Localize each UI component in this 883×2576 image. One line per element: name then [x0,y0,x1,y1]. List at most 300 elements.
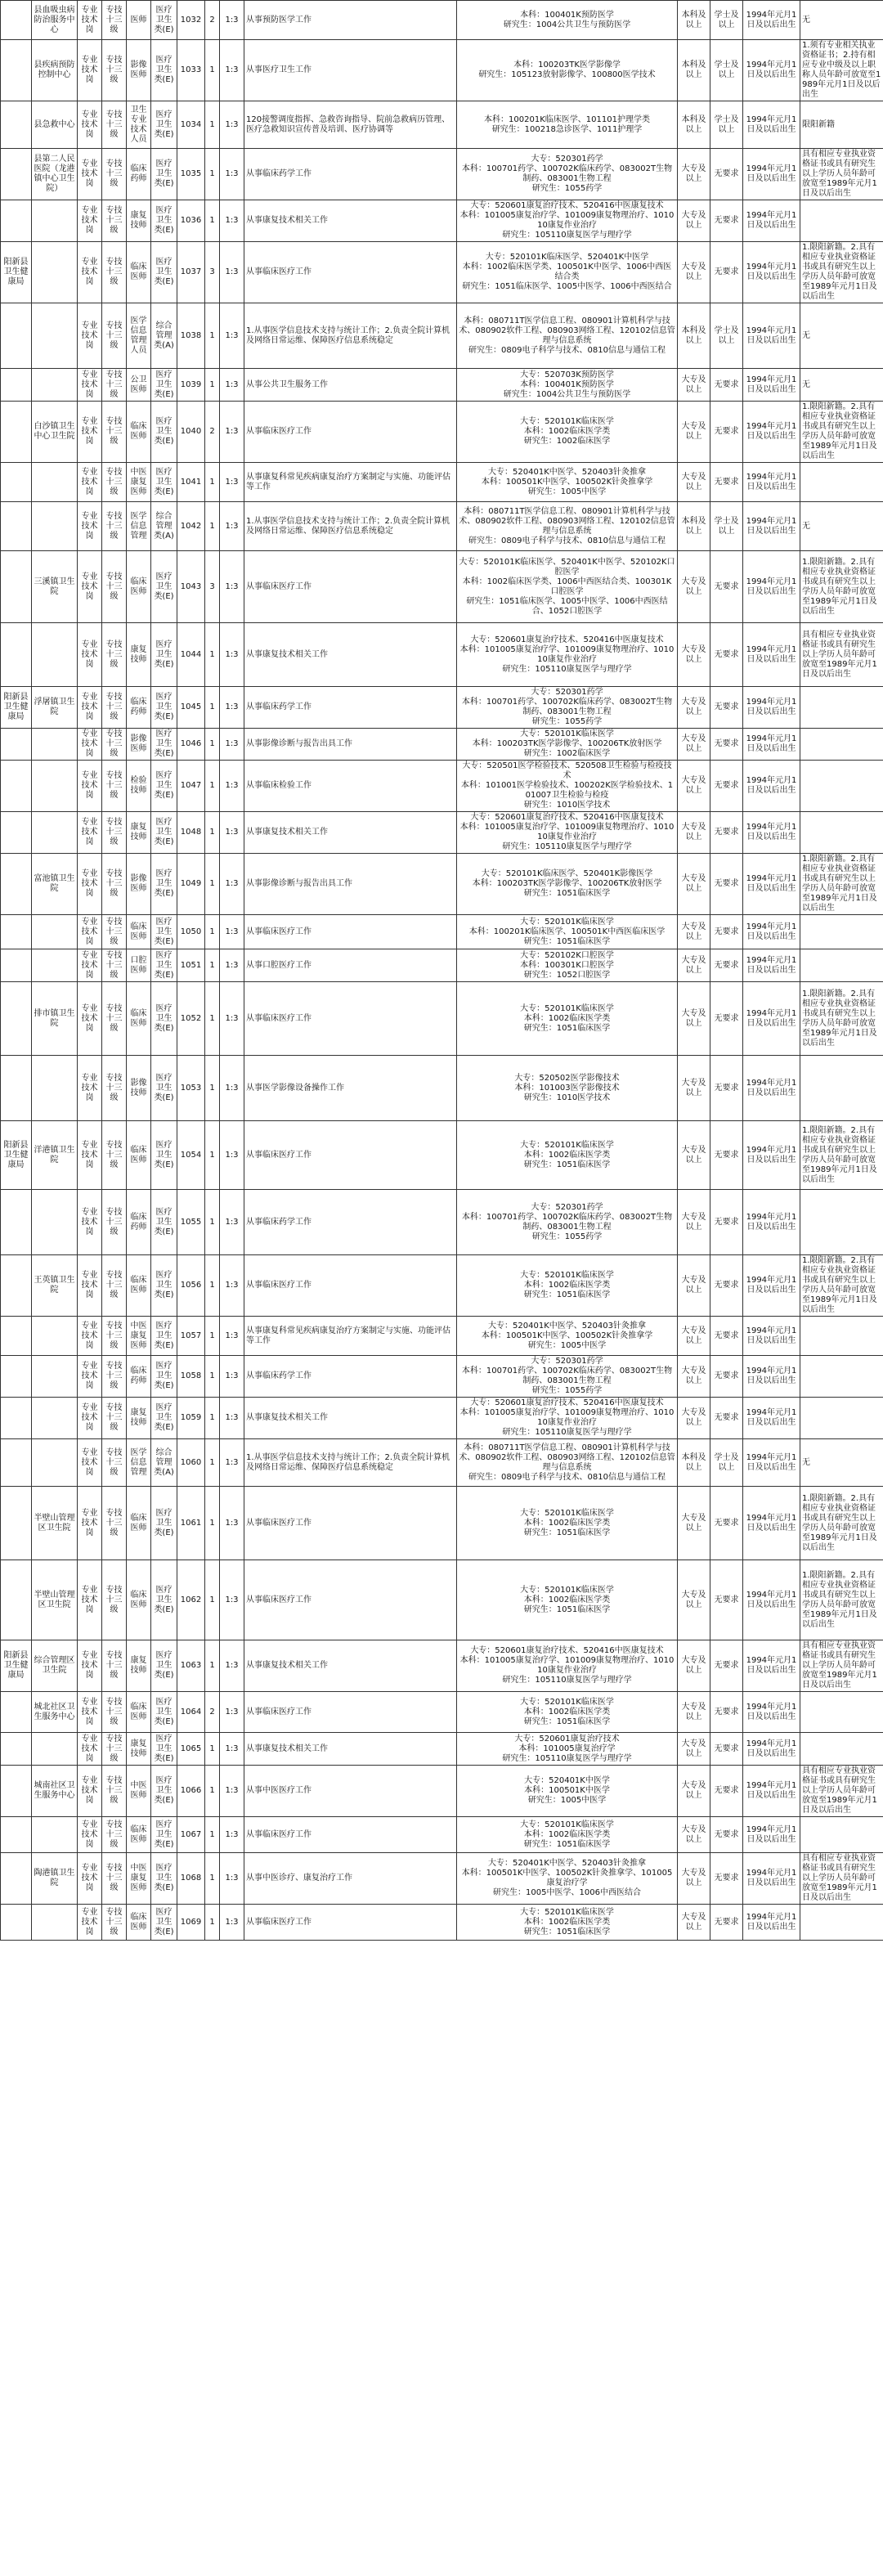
major-cell: 大专：520101K临床医学 本科：1002临床医学类 研究生：1051临床医学 [457,982,678,1056]
duty-cell: 从事影像诊断与报告出具工作 [244,854,457,915]
category-cell: 专业技术岗 [78,40,102,101]
post-code-cell: 1068 [177,1853,205,1905]
major-cell: 本科：080711T医学信息工程、080901计算机科学与技术、080902软件工程、080903网络工程、120102信息管理与信息系统 研究生：0809电子科学与技术、0810信息与通信工程 [457,1439,678,1487]
table-row [1,854,883,915]
post-type-cell: 医疗卫生类(E) [151,687,177,729]
major-cell: 大专：520301药学 本科：100701药学、100702K临床药学、083002T生物制药、083001生物工程 研究生：1055药学 [457,1190,678,1255]
degree-cell: 学士及以上 [710,303,743,369]
degree-cell: 无要求 [710,1056,743,1121]
category-cell: 专业技术岗 [78,1190,102,1255]
age-cell: 1994年元月1日及以后出生 [743,729,800,761]
unit-cell [32,463,78,502]
ratio-cell: 1:3 [220,1560,244,1640]
degree-cell: 无要求 [710,1692,743,1733]
dept-cell: 阳新县卫生健康局 [1,242,32,303]
other-requirements-cell [800,761,883,812]
table-row [1,1560,883,1640]
dept-cell [1,949,32,982]
degree-cell: 无要求 [710,1733,743,1766]
dept-cell [1,1560,32,1640]
table-row [1,1733,883,1766]
post-type-cell: 医疗卫生类(E) [151,1356,177,1398]
duty-cell: 从事康复技术相关工作 [244,1733,457,1766]
age-cell: 1994年元月1日及以后出生 [743,1640,800,1692]
major-cell: 大专：520301药学 本科：100701药学、100702K临床药学、083002T生物制药、083001生物工程 研究生：1055药学 [457,149,678,200]
duty-cell: 从事康复科常见疾病康复治疗方案制定与实施、功能评估等工作 [244,1317,457,1356]
level-cell: 专技十三级 [102,1439,127,1487]
major-cell: 大专：520401K中医学、520403针灸推拿 本科：100501K中医学、100502K针灸推拿学、101005康复治疗学 研究生：1005中医学、1006中西医结合 [457,1853,678,1905]
post-code-cell: 1048 [177,812,205,854]
category-cell: 专业技术岗 [78,1733,102,1766]
level-cell: 专技十三级 [102,1853,127,1905]
dept-cell [1,982,32,1056]
unit-cell [32,812,78,854]
duty-cell: 1.从事医学信息技术支持与统计工作；2.负责全院计算机及网络日常运维、保障医疗信息系统稳定 [244,303,457,369]
other-requirements-cell [800,687,883,729]
other-requirements-cell [800,1692,883,1733]
post-code-cell: 1065 [177,1733,205,1766]
headcount-cell: 1 [205,1356,220,1398]
ratio-cell: 1:3 [220,1766,244,1817]
education-cell: 大专及以上 [678,982,710,1056]
other-requirements-cell [800,915,883,949]
other-requirements-cell: 具有相应专业执业资格证书或具有研究生以上学历人员年龄可放宽至1989年元月1日及以后出生 [800,1766,883,1817]
level-cell: 专技十三级 [102,854,127,915]
dept-cell [1,1487,32,1560]
level-cell: 专技十三级 [102,242,127,303]
ratio-cell: 1:3 [220,1190,244,1255]
table-row [1,1905,883,1941]
category-cell: 专业技术岗 [78,303,102,369]
post-code-cell: 1059 [177,1398,205,1439]
ratio-cell: 1:3 [220,982,244,1056]
post-name-cell: 临床医师 [127,1905,151,1941]
major-cell: 大专：520502医学影像技术 本科：101003医学影像技术 研究生：1010医学技术 [457,1056,678,1121]
category-cell: 专业技术岗 [78,854,102,915]
level-cell: 专技十三级 [102,1317,127,1356]
degree-cell: 无要求 [710,1766,743,1817]
degree-cell: 无要求 [710,369,743,402]
post-code-cell: 1058 [177,1356,205,1398]
post-name-cell: 医师 [127,1,151,40]
education-cell: 大专及以上 [678,1190,710,1255]
unit-cell [32,1356,78,1398]
duty-cell: 从事临床医疗工作 [244,1905,457,1941]
age-cell: 1994年元月1日及以后出生 [743,1766,800,1817]
post-type-cell: 医疗卫生类(E) [151,101,177,149]
degree-cell: 无要求 [710,1905,743,1941]
post-name-cell: 康复技师 [127,812,151,854]
headcount-cell: 1 [205,1121,220,1190]
ratio-cell: 1:3 [220,1356,244,1398]
other-requirements-cell: 无 [800,303,883,369]
category-cell: 专业技术岗 [78,1317,102,1356]
education-cell: 本科及以上 [678,303,710,369]
age-cell: 1994年元月1日及以后出生 [743,1255,800,1317]
post-type-cell: 医疗卫生类(E) [151,200,177,242]
post-type-cell: 医疗卫生类(E) [151,402,177,463]
age-cell: 1994年元月1日及以后出生 [743,200,800,242]
headcount-cell: 1 [205,1487,220,1560]
ratio-cell: 1:3 [220,1640,244,1692]
dept-cell: 阳新县卫生健康局 [1,1640,32,1692]
education-cell: 大专及以上 [678,1766,710,1817]
age-cell: 1994年元月1日及以后出生 [743,40,800,101]
category-cell: 专业技术岗 [78,149,102,200]
education-cell: 大专及以上 [678,1853,710,1905]
category-cell: 专业技术岗 [78,551,102,623]
headcount-cell: 1 [205,729,220,761]
post-code-cell: 1051 [177,949,205,982]
major-cell: 本科：080711T医学信息工程、080901计算机科学与技术、080902软件工程、080903网络工程、120102信息管理与信息系统 研究生：0809电子科学与技术、0810信息与通信工程 [457,303,678,369]
headcount-cell: 1 [205,1766,220,1817]
degree-cell: 无要求 [710,1817,743,1853]
table-row [1,1,883,40]
category-cell: 专业技术岗 [78,812,102,854]
table-row [1,812,883,854]
category-cell: 专业技术岗 [78,101,102,149]
headcount-cell: 1 [205,1733,220,1766]
degree-cell: 无要求 [710,687,743,729]
degree-cell: 无要求 [710,982,743,1056]
post-type-cell: 医疗卫生类(E) [151,1121,177,1190]
age-cell: 1994年元月1日及以后出生 [743,1905,800,1941]
level-cell: 专技十三级 [102,149,127,200]
education-cell: 大专及以上 [678,369,710,402]
post-type-cell: 医疗卫生类(E) [151,1487,177,1560]
education-cell: 大专及以上 [678,1398,710,1439]
unit-cell [32,623,78,687]
unit-cell: 王英镇卫生院 [32,1255,78,1317]
age-cell: 1994年元月1日及以后出生 [743,623,800,687]
post-code-cell: 1053 [177,1056,205,1121]
category-cell: 专业技术岗 [78,915,102,949]
ratio-cell: 1:3 [220,1905,244,1941]
post-name-cell: 临床医师 [127,551,151,623]
post-code-cell: 1037 [177,242,205,303]
table-row [1,1640,883,1692]
ratio-cell: 1:3 [220,1439,244,1487]
dept-cell [1,1439,32,1487]
duty-cell: 120接警调度指挥、急救咨询指导、院前急救病历管理、医疗急救知识宣传普及培训、医疗协调等 [244,101,457,149]
duty-cell: 从事临床药学工作 [244,1356,457,1398]
category-cell: 专业技术岗 [78,1905,102,1941]
level-cell: 专技十三级 [102,1560,127,1640]
unit-cell: 富池镇卫生院 [32,854,78,915]
table-row [1,1398,883,1439]
post-name-cell: 临床医师 [127,1560,151,1640]
age-cell: 1994年元月1日及以后出生 [743,915,800,949]
level-cell: 专技十三级 [102,1356,127,1398]
degree-cell: 无要求 [710,551,743,623]
ratio-cell: 1:3 [220,200,244,242]
age-cell: 1994年元月1日及以后出生 [743,149,800,200]
post-type-cell: 医疗卫生类(E) [151,149,177,200]
post-code-cell: 1044 [177,623,205,687]
duty-cell: 从事康复科常见疾病康复治疗方案制定与实施、功能评估等工作 [244,463,457,502]
dept-cell [1,200,32,242]
education-cell: 大专及以上 [678,149,710,200]
headcount-cell: 1 [205,687,220,729]
post-type-cell: 医疗卫生类(E) [151,949,177,982]
other-requirements-cell: 无 [800,369,883,402]
level-cell: 专技十三级 [102,1640,127,1692]
duty-cell: 从事临床医疗工作 [244,1255,457,1317]
degree-cell: 无要求 [710,915,743,949]
headcount-cell: 1 [205,1560,220,1640]
education-cell: 大专及以上 [678,687,710,729]
post-type-cell: 医疗卫生类(E) [151,1766,177,1817]
other-requirements-cell [800,1398,883,1439]
table-row [1,40,883,101]
post-name-cell: 临床医师 [127,1121,151,1190]
other-requirements-cell [800,1056,883,1121]
education-cell: 大专及以上 [678,1692,710,1733]
dept-cell [1,463,32,502]
age-cell: 1994年元月1日及以后出生 [743,101,800,149]
unit-cell: 县急救中心 [32,101,78,149]
duty-cell: 从事临床医疗工作 [244,242,457,303]
degree-cell: 无要求 [710,463,743,502]
unit-cell: 白沙镇卫生中心卫生院 [32,402,78,463]
post-code-cell: 1066 [177,1766,205,1817]
table-row [1,1190,883,1255]
level-cell: 专技十三级 [102,502,127,551]
education-cell: 大专及以上 [678,463,710,502]
unit-cell: 陶港镇卫生院 [32,1853,78,1905]
post-name-cell: 临床医师 [127,982,151,1056]
other-requirements-cell: 具有相应专业执业资格证书或具有研究生以上学历人员年龄可放宽至1989年元月1日及以后出生 [800,1853,883,1905]
table-body [1,1,883,1941]
unit-cell [32,1056,78,1121]
age-cell: 1994年元月1日及以后出生 [743,1190,800,1255]
age-cell: 1994年元月1日及以后出生 [743,949,800,982]
dept-cell [1,1,32,40]
post-name-cell: 临床医师 [127,1255,151,1317]
post-code-cell: 1062 [177,1560,205,1640]
headcount-cell: 1 [205,982,220,1056]
major-cell: 大专：520101K临床医学 本科：1002临床医学类 研究生：1051临床医学 [457,1487,678,1560]
unit-cell: 浮屠镇卫生院 [32,687,78,729]
dept-cell [1,1317,32,1356]
education-cell: 大专及以上 [678,854,710,915]
headcount-cell: 1 [205,915,220,949]
post-type-cell: 医疗卫生类(E) [151,1733,177,1766]
major-cell: 大专：520601康复治疗技术、520416中医康复技术 本科：101005康复治疗学、101009康复物理治疗、101010康复作业治疗 研究生：105110康复医学与理疗学 [457,1640,678,1692]
post-type-cell: 医疗卫生类(E) [151,1190,177,1255]
headcount-cell: 1 [205,1056,220,1121]
degree-cell: 无要求 [710,1255,743,1317]
unit-cell [32,303,78,369]
table-row [1,1317,883,1356]
table-row [1,1766,883,1817]
education-cell: 大专及以上 [678,402,710,463]
other-requirements-cell [800,812,883,854]
duty-cell: 从事康复技术相关工作 [244,1640,457,1692]
headcount-cell: 1 [205,40,220,101]
major-cell: 大专：520101K临床医学 本科：1002临床医学类 研究生：1051临床医学 [457,1817,678,1853]
category-cell: 专业技术岗 [78,1853,102,1905]
degree-cell: 无要求 [710,1190,743,1255]
dept-cell [1,915,32,949]
post-name-cell: 中医康复医师 [127,1853,151,1905]
ratio-cell: 1:3 [220,1487,244,1560]
post-code-cell: 1043 [177,551,205,623]
major-cell: 大专：520101K临床医学 本科：100201K临床医学、100501K中西医临床医学 研究生：1051临床医学 [457,915,678,949]
table-row [1,915,883,949]
post-code-cell: 1046 [177,729,205,761]
ratio-cell: 1:3 [220,761,244,812]
level-cell: 专技十三级 [102,623,127,687]
major-cell: 大专：520601康复治疗技术、520416中医康复技术 本科：101005康复治疗学、101009康复物理治疗、101010康复作业治疗 研究生：105110康复医学与理疗学 [457,1398,678,1439]
post-type-cell: 医疗卫生类(E) [151,1905,177,1941]
level-cell: 专技十三级 [102,1190,127,1255]
post-name-cell: 康复技师 [127,200,151,242]
post-type-cell: 医疗卫生类(E) [151,1398,177,1439]
level-cell: 专技十三级 [102,101,127,149]
headcount-cell: 2 [205,1692,220,1733]
degree-cell: 无要求 [710,729,743,761]
table-row [1,982,883,1056]
category-cell: 专业技术岗 [78,623,102,687]
category-cell: 专业技术岗 [78,1056,102,1121]
degree-cell: 无要求 [710,1356,743,1398]
other-requirements-cell: 1.限阳新籍。2.具有相应专业执业资格证书或具有研究生以上学历人员年龄可放宽至1989年元月1日及以后出生 [800,1560,883,1640]
duty-cell: 1.从事医学信息技术支持与统计工作；2.负责全院计算机及网络日常运维、保障医疗信息系统稳定 [244,1439,457,1487]
post-name-cell: 医学信息管理 [127,1439,151,1487]
ratio-cell: 1:3 [220,812,244,854]
dept-cell [1,1398,32,1439]
duty-cell: 从事临床药学工作 [244,149,457,200]
duty-cell: 从事医学影像设备操作工作 [244,1056,457,1121]
degree-cell: 无要求 [710,854,743,915]
unit-cell: 排市镇卫生院 [32,982,78,1056]
post-type-cell: 医疗卫生类(E) [151,1817,177,1853]
other-requirements-cell [800,1817,883,1853]
post-type-cell: 医疗卫生类(E) [151,40,177,101]
post-name-cell: 临床药师 [127,687,151,729]
duty-cell: 从事临床医疗工作 [244,1817,457,1853]
major-cell: 大专：520101K临床医学、520401K中医学、520102K口腔医学 本科：1002临床医学类、1006中西医结合类、100301K口腔医学 研究生：1051临床医学、1005中医学、1006中西医结合、1052口腔医学 [457,551,678,623]
headcount-cell: 1 [205,623,220,687]
unit-cell [32,1398,78,1439]
dept-cell [1,101,32,149]
post-code-cell: 1034 [177,101,205,149]
post-type-cell: 医疗卫生类(E) [151,1560,177,1640]
post-code-cell: 1039 [177,369,205,402]
ratio-cell: 1:3 [220,1398,244,1439]
level-cell: 专技十三级 [102,812,127,854]
post-name-cell: 中医康复医师 [127,463,151,502]
table-row [1,200,883,242]
ratio-cell: 1:3 [220,303,244,369]
major-cell: 大专：520101K临床医学 本科：1002临床医学类 研究生：1051临床医学 [457,1255,678,1317]
other-requirements-cell: 具有相应专业执业资格证书或具有研究生以上学历人员年龄可放宽至1989年元月1日及以后出生 [800,149,883,200]
level-cell: 专技十三级 [102,1121,127,1190]
category-cell: 专业技术岗 [78,1766,102,1817]
headcount-cell: 1 [205,1398,220,1439]
duty-cell: 从事公共卫生服务工作 [244,369,457,402]
category-cell: 专业技术岗 [78,369,102,402]
dept-cell [1,729,32,761]
degree-cell: 无要求 [710,1317,743,1356]
unit-cell [32,1439,78,1487]
age-cell: 1994年元月1日及以后出生 [743,761,800,812]
major-cell: 大专：520101K临床医学 本科：1002临床医学类 研究生：1051临床医学 [457,1560,678,1640]
dept-cell [1,812,32,854]
post-name-cell: 影像技师 [127,1056,151,1121]
other-requirements-cell [800,949,883,982]
education-cell: 大专及以上 [678,1560,710,1640]
education-cell: 大专及以上 [678,551,710,623]
ratio-cell: 1:3 [220,687,244,729]
unit-cell [32,729,78,761]
education-cell: 大专及以上 [678,915,710,949]
post-type-cell: 医疗卫生类(E) [151,1853,177,1905]
post-type-cell: 医疗卫生类(E) [151,729,177,761]
level-cell: 专技十三级 [102,982,127,1056]
level-cell: 专技十三级 [102,1398,127,1439]
degree-cell: 学士及以上 [710,1,743,40]
post-name-cell: 医学信息管理 [127,502,151,551]
age-cell: 1994年元月1日及以后出生 [743,687,800,729]
education-cell: 大专及以上 [678,623,710,687]
post-name-cell: 临床药师 [127,1356,151,1398]
duty-cell: 从事中医医疗工作 [244,1766,457,1817]
ratio-cell: 1:3 [220,915,244,949]
post-type-cell: 医疗卫生类(E) [151,854,177,915]
table-row [1,463,883,502]
level-cell: 专技十三级 [102,761,127,812]
post-code-cell: 1041 [177,463,205,502]
headcount-cell: 1 [205,149,220,200]
dept-cell [1,1356,32,1398]
table-row [1,1439,883,1487]
dept-cell [1,1817,32,1853]
unit-cell: 城北社区卫生服务中心 [32,1692,78,1733]
other-requirements-cell: 1.限阳新籍。2.具有相应专业执业资格证书或具有研究生以上学历人员年龄可放宽至1989年元月1日及以后出生 [800,242,883,303]
education-cell: 大专及以上 [678,812,710,854]
major-cell: 大专：520401K中医学、520403针灸推拿 本科：100501K中医学、100502K针灸推拿学 研究生：1005中医学 [457,463,678,502]
education-cell: 大专及以上 [678,1640,710,1692]
dept-cell [1,369,32,402]
headcount-cell: 1 [205,1439,220,1487]
degree-cell: 无要求 [710,949,743,982]
duty-cell: 从事临床医疗工作 [244,1560,457,1640]
other-requirements-cell: 1.限阳新籍。2.具有相应专业执业资格证书或具有研究生以上学历人员年龄可放宽至1989年元月1日及以后出生 [800,854,883,915]
degree-cell: 无要求 [710,812,743,854]
level-cell: 专技十三级 [102,729,127,761]
category-cell: 专业技术岗 [78,1817,102,1853]
major-cell: 大专：520101K临床医学、520401K影像医学 本科：100203TK医学影像学、100206TK放射医学 研究生：1051临床医学 [457,854,678,915]
degree-cell: 无要求 [710,200,743,242]
category-cell: 专业技术岗 [78,1640,102,1692]
age-cell: 1994年元月1日及以后出生 [743,402,800,463]
ratio-cell: 1:3 [220,1853,244,1905]
post-type-cell: 医疗卫生类(E) [151,1640,177,1692]
other-requirements-cell: 限阳新籍 [800,101,883,149]
dept-cell [1,1692,32,1733]
category-cell: 专业技术岗 [78,402,102,463]
duty-cell: 从事预防医学工作 [244,1,457,40]
table-row [1,149,883,200]
post-name-cell: 康复技师 [127,1398,151,1439]
age-cell: 1994年元月1日及以后出生 [743,1560,800,1640]
duty-cell: 从事临床医疗工作 [244,915,457,949]
level-cell: 专技十三级 [102,1,127,40]
unit-cell: 三溪镇卫生院 [32,551,78,623]
table-row [1,761,883,812]
